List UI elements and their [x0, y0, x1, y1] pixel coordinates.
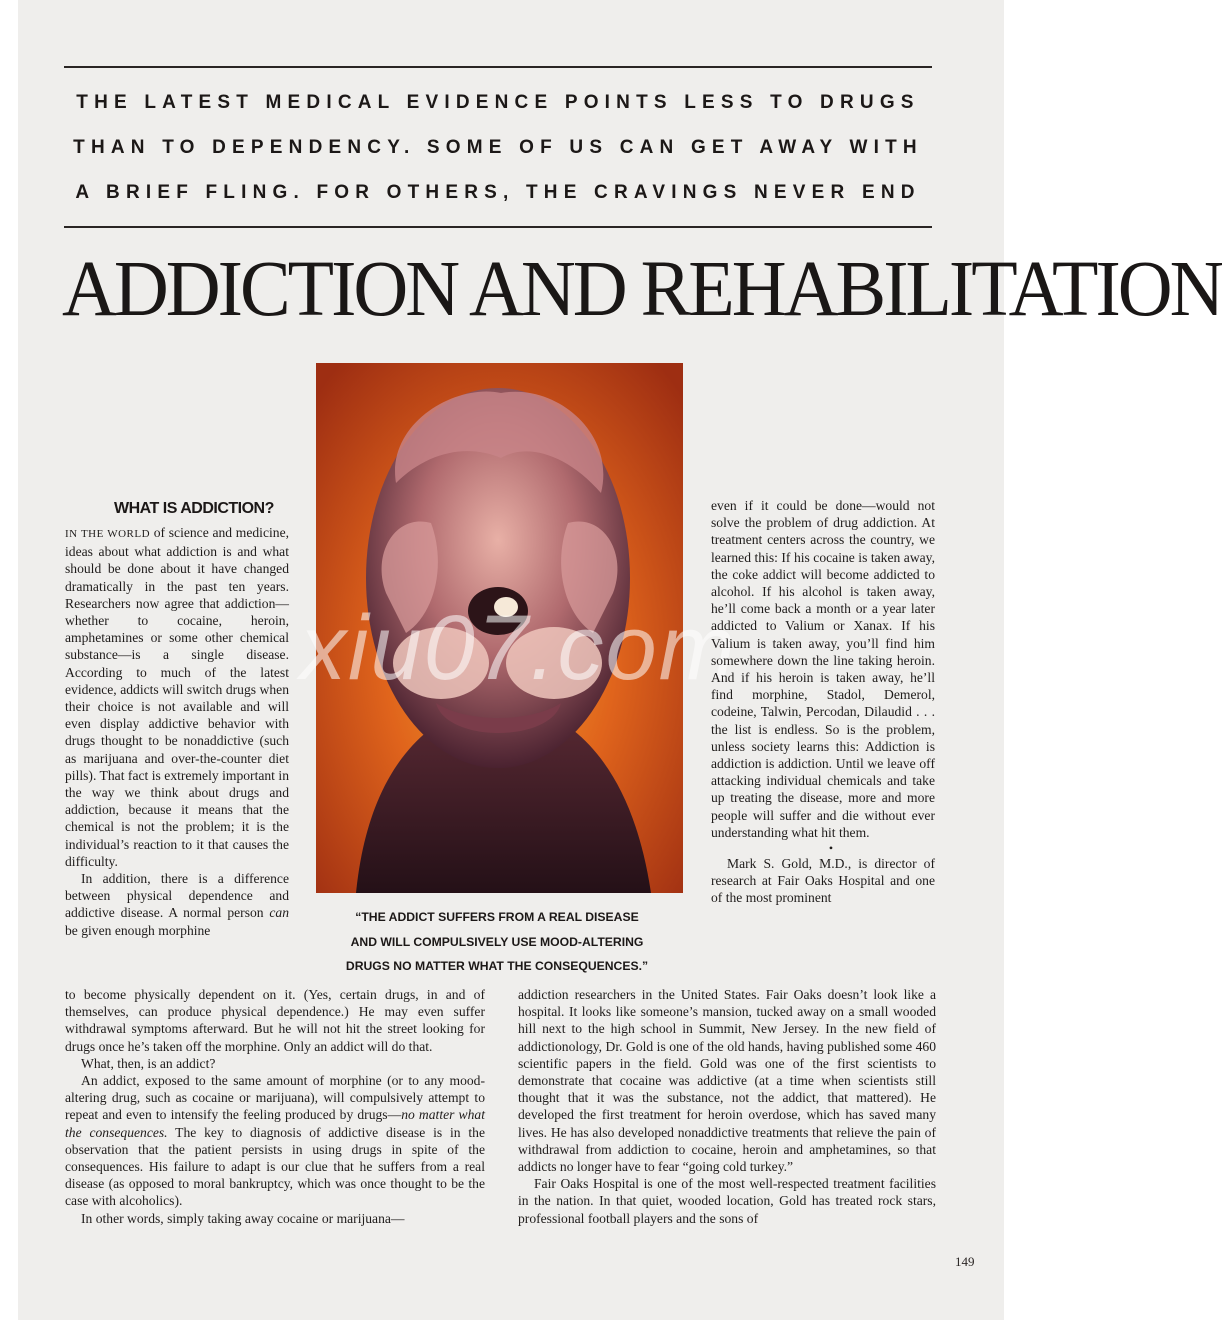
paragraph-text: In addition, there is a difference between physical dependence and addictive disease. A normal person — [65, 871, 289, 921]
top-rule — [64, 66, 932, 68]
paragraph: What, then, is an addict? — [81, 1055, 216, 1071]
right-wide-column — [518, 986, 936, 1227]
paragraph: Fair Oaks Hospital is one of the most well-respected treatment facilities in the nation. In that quiet, wooded location, Gold has treated rock stars, professional football players and the sons of — [518, 1176, 936, 1226]
paragraph-text: An addict, exposed to the same amount of morphine (or to any mood-altering drug, such as cocaine or marijuana), will compulsively attempt to repeat and even to intensify the feeling produced by drugs— — [65, 1073, 485, 1123]
emphasis: can — [269, 905, 289, 921]
left-wide-column — [65, 986, 485, 1227]
right-column — [711, 497, 935, 907]
caption-line-1: “THE ADDICT SUFFERS FROM A REAL DISEASE — [355, 910, 639, 924]
paragraph: In other words, simply taking away cocaine or marijuana— — [81, 1210, 405, 1226]
emphasis: no matter what the consequences. — [65, 1107, 485, 1140]
left-column — [65, 524, 289, 939]
photo-caption — [322, 905, 672, 979]
paragraph — [65, 1072, 485, 1210]
paragraph: to become physically dependent on it. (Yes, certain drugs, in and of themselves, can produce physical dependence.) He may even suffer withdrawal symptoms afterward. But he will not hit the street looking for drugs once he’s taken off the morphine. Only an addict will do that. — [65, 987, 485, 1054]
lead-in: IN THE WORLD — [65, 528, 151, 540]
paragraph-text: The key to diagnosis of addictive disease is in the observation that the patient persists in using drugs in spite of the consequences. His failure to adapt is our clue that he suffers from a real disease (as opposed to moral bankruptcy, which was once thought to be the case with alcoholics). — [65, 1124, 486, 1209]
paragraph: addiction researchers in the United States. Fair Oaks doesn’t look like a hospital. It looks like someone’s mansion, tucked away on a small wooded hill next to the high school in Summit, New Jersey. In the new field of addictionology, Dr. Gold is one of the old hands, having published some 460 scientific papers in the field. Gold was one of the first scientists to demonstrate that cocaine was addictive (at a time when scientists still thought that it was the substance, not the addict, that mattered). He developed the first treatment for heroin overdose, which has saved many lives. He has also developed nonaddictive treatments that relieve the pain of withdrawal from addiction to cocaine, heroin and amphetamines, so that addicts no longer have to fear “going cold turkey.” — [518, 987, 936, 1175]
section-heading: WHAT IS ADDICTION? — [114, 500, 274, 517]
site-watermark: xiu07.com — [300, 597, 738, 699]
caption-line-2: AND WILL COMPULSIVELY USE MOOD-ALTERING — [350, 934, 644, 949]
page-number: 149 — [955, 1254, 975, 1269]
paragraph: Mark S. Gold, M.D., is director of research at Fair Oaks Hospital and one of the most prominent — [711, 856, 935, 906]
paragraph-text: be given enough morphine — [65, 922, 211, 938]
paragraph — [65, 870, 289, 939]
headline-rule — [64, 226, 932, 228]
paragraph: even if it could be done—would not solve the problem of drug addiction. At treatment centers across the country, we learned this: If his cocaine is taken away, the coke addict will become addicted to alcohol. If his alcohol is taken away, he’ll come back a month or a year later addicted to Valium or Xanax. If his Valium is taken away, you’ll find him somewhere down the line taking heroin. And if his heroin is taken away, he’ll find morphine, Stadol, Demerol, codeine, Talwin, Percodan, Dilaudid . . . the list is endless. So is the problem, unless society learns this: Addiction is addiction is addiction. Until we leave off attacking individual chemicals and take up treating the disease, more and more people will suffer and die without ever understanding what hit them. — [711, 498, 935, 840]
section-bullet: • — [828, 841, 834, 856]
deck-subheadline — [60, 86, 936, 221]
paragraph-text: of science and medicine, ideas about what addiction is and what should be done about it have changed dramatically in the past ten years. Researchers now agree that addiction—whether to cocaine, heroin, amphetamines or some other chemical substance—is a single disease. According to much of the latest evidence, addicts will switch drugs when their choice is not available and will even display addictive behavior with drugs thought to be nonaddictive (such as marijuana and over-the-counter diet pills). That fact is extremely important in the way we think about drugs and addiction, because it means that the chemical is not the problem; it is the individual’s reaction to it that causes the difficulty. — [65, 525, 290, 869]
deck-line-2: THAN TO DEPENDENCY. SOME OF US CAN GET AWAY WITH — [73, 137, 923, 158]
article-headline: ADDICTION AND REHABILITATION — [62, 244, 1222, 333]
deck-line-3: A BRIEF FLING. FOR OTHERS, THE CRAVINGS NEVER END — [75, 182, 921, 203]
deck-line-1: THE LATEST MEDICAL EVIDENCE POINTS LESS TO DRUGS — [76, 92, 920, 113]
caption-line-3: DRUGS NO MATTER WHAT THE CONSEQUENCES.” — [345, 959, 649, 973]
paragraph — [65, 524, 289, 870]
